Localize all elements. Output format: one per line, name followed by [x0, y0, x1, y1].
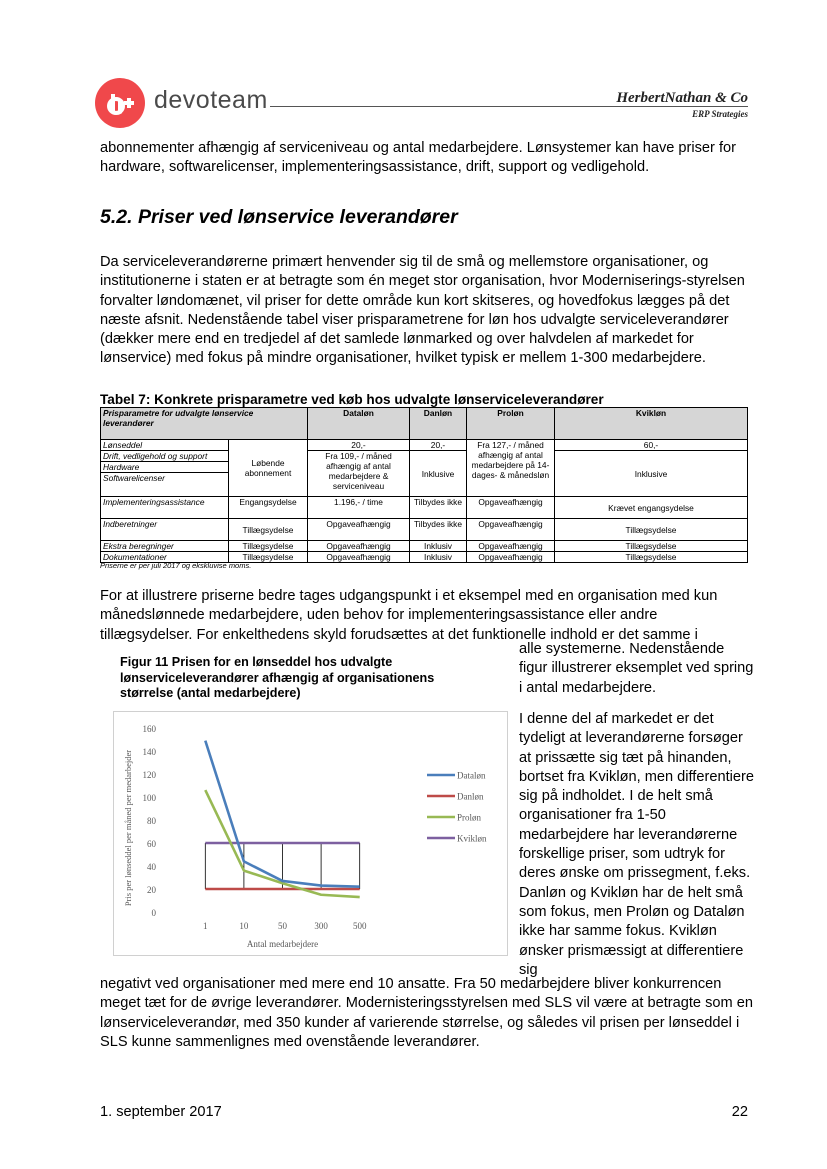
header-dataloen: Dataløn	[308, 408, 410, 440]
row-label: Lønseddel	[101, 440, 229, 451]
devoteam-logo-icon	[95, 78, 145, 128]
paragraph-2: For at illustrere priserne bedre tages udgangspunkt i et eksempel med en organisation med kun månedslønnede medarbejdere, uden behov for implementeringsassistance eller andre tillægsydelser. For enkelthedens skyld forudsættes at det funktionelle indhold er det samme i	[100, 588, 718, 643]
cell-danloen: Inklusive	[410, 451, 467, 497]
cell-kvikloen: Inklusive	[555, 451, 748, 497]
row-label: Softwarelicenser	[101, 473, 229, 497]
row-label: Hardware	[101, 462, 229, 473]
table-header-row	[101, 408, 748, 440]
cell-dataloen: 1.196,- / time	[308, 497, 410, 519]
y-tick-label: 20	[147, 885, 156, 895]
x-axis-label: Antal medarbejdere	[246, 939, 319, 949]
section-heading: 5.2. Priser ved lønservice leverandører	[100, 206, 458, 228]
row-type: Tillægsydelse	[229, 541, 308, 552]
row-label: Implementeringsassistance	[101, 497, 229, 519]
y-tick-label: 80	[147, 816, 156, 826]
cell-dataloen: 20,-	[308, 440, 410, 451]
row-type: Engangsydelse	[229, 497, 308, 519]
header-kvikloen: Kvikløn	[555, 408, 748, 440]
legend-label: Dataløn	[457, 770, 486, 781]
row-type: Tillægsydelse	[229, 552, 308, 563]
legend-label: Danløn	[457, 791, 484, 802]
x-tick-label: 1	[203, 921, 208, 931]
figure-caption: Figur 11 Prisen for en lønseddel hos udvalgte lønserviceleverandører afhængig af organisationens størrelse (antal medarbejdere)	[120, 655, 435, 700]
logo-text: devoteam	[154, 86, 268, 114]
header-proloen: Proløn	[467, 408, 555, 440]
cell-proloen: Opgaveafhængig	[467, 497, 555, 519]
table-row	[101, 519, 748, 541]
table-row	[101, 541, 748, 552]
cell-kvikloen: Tillægsydelse	[555, 552, 748, 563]
cell-dataloen: Opgaveafhængig	[308, 519, 410, 541]
y-tick-label: 140	[142, 747, 156, 757]
x-tick-label: 50	[278, 921, 287, 931]
cell-kvikloen: 60,-	[555, 440, 748, 451]
table-row	[101, 451, 748, 462]
intro-paragraph: abonnementer afhængig af serviceniveau og antal medarbejdere. Lønsystemer kan have priser for hardware, softwarelicenser, implementeringsassistance, drift, support og vedligehold.	[100, 140, 736, 176]
table-caption: Tabel 7: Konkrete prisparametre ved køb hos udvalgte lønserviceleverandører	[100, 392, 604, 407]
header-param: Prisparametre for udvalgte lønservice leverandører	[101, 408, 308, 440]
y-tick-label: 160	[142, 724, 156, 734]
cell-danloen: 20,-	[410, 440, 467, 451]
paragraph-3: negativt ved organisationer med mere end 10 ansatte. Fra 50 medarbejdere bliver konkurrencen meget tæt for de øvrige leverandører. Modernisteringsstyrelsen med SLS vil være at betragte som en lønserviceleverandør, med 350 kunder af varierende størrelse, og således vil prisen per lønseddel i SLS kunne sammenlignes med ovenstående leverandører.	[100, 976, 753, 1050]
legend-label: Proløn	[457, 812, 482, 823]
side-text-2: I denne del af markedet er det tydeligt at leverandørerne forsøger at prissætte sig tæt på hinanden, bortset fra Kvikløn, men differentiere sig på indholdet. I de helt små organisationer fra 1-50 medarbejdere har leverandørerne forskellige priser, som udtryk for deres ønske om prissegment, f.eks. Danløn og Kvikløn har de helt små som fokus, men Proløn og Dataløn ikke har samme fokus. Kvikløn ønsker prismæssigt at differentiere sig	[519, 711, 754, 978]
page-number: 22	[731, 1104, 748, 1120]
partner-logo-sub: ERP Strategies	[692, 109, 748, 119]
table-row	[101, 440, 748, 451]
paragraph-1: Da serviceleverandørerne primært henvender sig til de små og mellemstore organisationer, og institutionerne i staten er at betragte som én meget stor organisation, hvor Moderniserings-styrelsen forvalter løndomænet, vil priser for dette område kun kort skitseres, og hovedfokus lægges på det næste afsnit. Nedenstående tabel viser prisparametrene for løn hos udvalgte serviceleverandører (dækker mere end en tredjedel af det samlede lønmarked og over halvdelen af markedet for lønservice) med fokus på mindre organisationer, hvilket typisk er mellem 1-300 medarbejdere.	[100, 254, 745, 367]
cell-proloen: Opgaveafhængig	[467, 541, 555, 552]
y-tick-label: 0	[151, 908, 156, 918]
y-axis-label: Pris per lønseddel per måned per medarbejder	[123, 749, 133, 907]
cell-danloen: Tilbydes ikke	[410, 519, 467, 541]
cell-proloen: Fra 127,- / måned afhængig af antal medarbejdere på 14-dages- & månedsløn	[467, 440, 555, 497]
row-label: Indberetninger	[101, 519, 229, 541]
cell-danloen: Tilbydes ikke	[410, 497, 467, 519]
y-tick-label: 120	[142, 770, 156, 780]
row-label: Dokumentationer	[101, 552, 229, 563]
row-label: Ekstra beregninger	[101, 541, 229, 552]
legend-label: Kvikløn	[457, 833, 487, 844]
row-type: Tillægsydelse	[229, 519, 308, 541]
partner-logo-name: HerbertNathan & Co	[616, 90, 748, 106]
side-text-1: alle systemerne. Nedenstående figur illustrerer eksemplet ved spring i antal medarbejdere.	[519, 641, 754, 696]
x-tick-label: 500	[352, 921, 367, 931]
x-tick-label: 300	[314, 921, 328, 931]
y-tick-label: 60	[147, 839, 156, 849]
table-row	[101, 497, 748, 519]
cell-dataloen: Opgaveafhængig	[308, 541, 410, 552]
cell-danloen: Inklusiv	[410, 541, 467, 552]
line-chart	[114, 712, 507, 955]
chart-container	[113, 711, 508, 956]
footer-date: 1. september 2017	[100, 1104, 222, 1120]
cell-dataloen: Opgaveafhængig	[308, 552, 410, 563]
cell-kvikloen: Tillægsydelse	[555, 541, 748, 552]
price-table	[100, 407, 748, 563]
cell-kvikloen: Krævet engangsydelse	[555, 497, 748, 519]
row-label: Drift, vedligehold og support	[101, 451, 229, 462]
header-danloen: Danløn	[410, 408, 467, 440]
y-tick-label: 40	[147, 862, 156, 872]
cell-dataloen: Fra 109,- / måned afhængig af antal medarbejdere & serviceniveau	[308, 451, 410, 497]
cell-danloen: Inklusiv	[410, 552, 467, 563]
y-tick-label: 100	[142, 793, 156, 803]
cell-proloen: Opgaveafhængig	[467, 552, 555, 563]
cell-kvikloen: Tillægsydelse	[555, 519, 748, 541]
x-tick-label: 10	[239, 921, 249, 931]
cell-proloen: Opgaveafhængig	[467, 519, 555, 541]
row-type: Løbende abonnement	[229, 440, 308, 497]
table-note: Priserne er per juli 2017 og ekskluvise moms.	[100, 561, 252, 570]
